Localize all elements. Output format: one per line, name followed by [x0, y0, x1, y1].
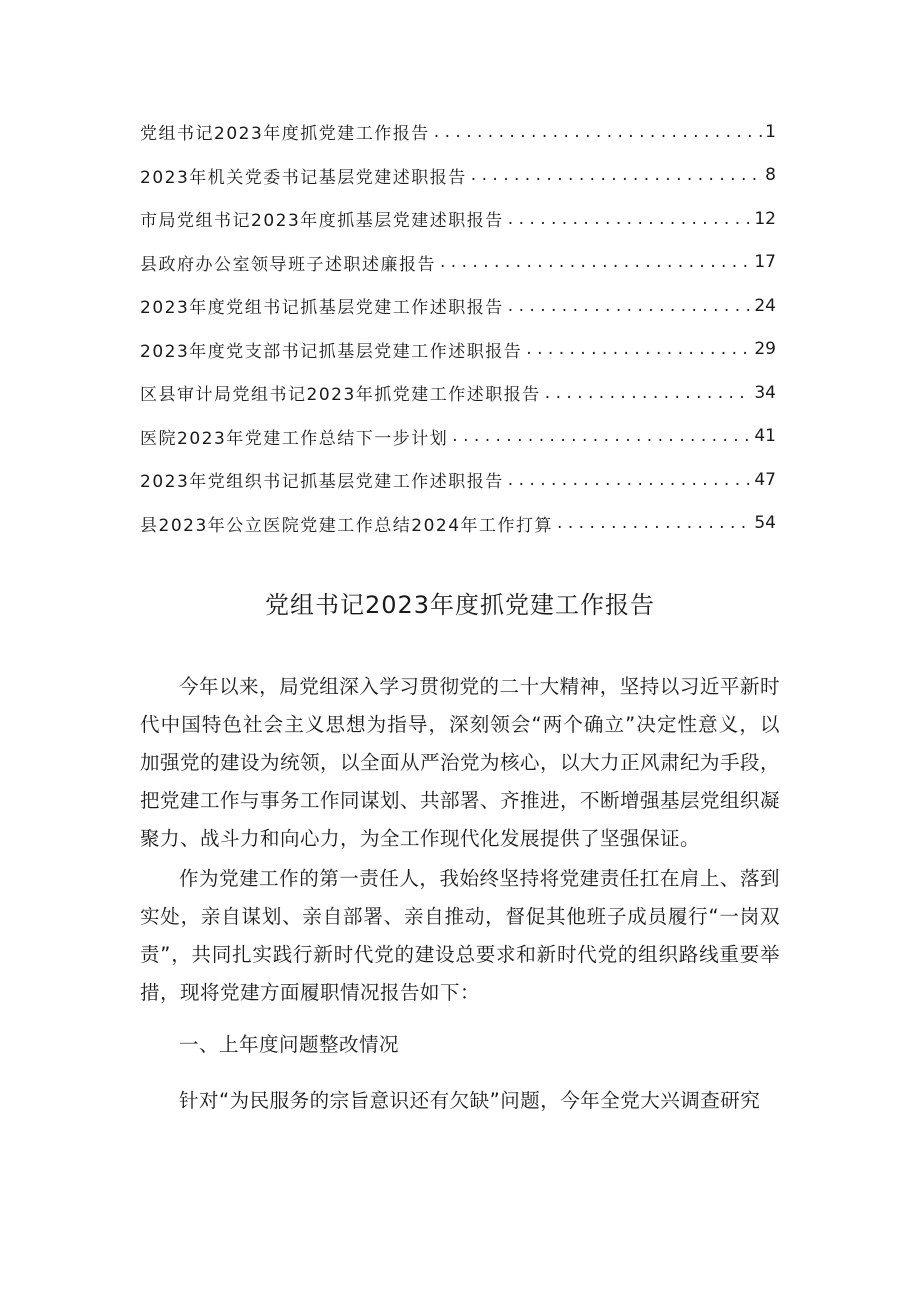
- table-of-contents: [140, 110, 776, 545]
- toc-leader-dots: [434, 122, 763, 142]
- toc-entry-title: 2023年度党组书记抓基层党建工作述职报告: [140, 298, 504, 319]
- toc-entry-page: 8: [765, 165, 776, 186]
- toc-entry-title: 2023年党组织书记抓基层党建工作述职报告: [140, 472, 504, 493]
- toc-entry-page: 17: [754, 252, 776, 273]
- toc-entry-page: 24: [754, 295, 776, 316]
- toc-entry-title: 区县审计局党组书记2023年抓党建工作述职报告: [140, 385, 541, 406]
- toc-entry[interactable]: [140, 197, 776, 241]
- toc-leader-dots: [545, 383, 753, 403]
- toc-entry[interactable]: [140, 502, 776, 546]
- toc-entry-page: 34: [754, 382, 776, 403]
- document-body: [140, 668, 780, 1120]
- toc-leader-dots: [508, 209, 753, 229]
- toc-entry-page: 47: [754, 469, 776, 490]
- body-paragraph: 今年以来，局党组深入学习贯彻党的二十大精神，坚持以习近平新时代中国特色社会主义思想为指导，深刻领会“两个确立”决定性意义，以加强党的建设为统领，以全面从严治党为核心，以大力正风肃纪为手段，把党建工作与事务工作同谋划、共部署、齐推进，不断增强基层党组织凝聚力、战斗力和向心力，为全工作现代化发展提供了坚强保证。: [140, 675, 781, 850]
- toc-entry-title: 县2023年公立医院党建工作总结2024年工作打算: [140, 515, 554, 536]
- toc-leader-dots: [471, 165, 763, 185]
- toc-entry-page: 54: [754, 513, 776, 534]
- toc-entry-title: 市局党组书记2023年度抓基层党建述职报告: [140, 211, 504, 232]
- toc-entry-page: 29: [754, 339, 776, 360]
- toc-entry[interactable]: [140, 241, 776, 285]
- document-title: 党组书记2023年度抓党建工作报告: [264, 591, 656, 619]
- toc-entry-title: 2023年机关党委书记基层党建述职报告: [140, 167, 467, 188]
- toc-entry-title: 县政府办公室领导班子述职述廉报告: [140, 254, 436, 275]
- toc-leader-dots: [452, 426, 752, 446]
- toc-leader-dots: [440, 252, 752, 272]
- toc-entry[interactable]: [140, 110, 776, 154]
- toc-entry-page: 41: [754, 426, 776, 447]
- body-paragraph: 针对“为民服务的宗旨意识还有欠缺”问题，今年全党大兴调查研究: [179, 1089, 761, 1112]
- toc-entry-title: 党组书记2023年度抓党建工作报告: [140, 124, 430, 145]
- toc-leader-dots: [508, 296, 753, 316]
- section-heading: 一、上年度问题整改情况: [179, 1033, 400, 1056]
- toc-entry[interactable]: [140, 415, 776, 459]
- toc-entry-title: 医院2023年党建工作总结下一步计划: [140, 428, 449, 449]
- toc-entry[interactable]: [140, 328, 776, 372]
- toc-leader-dots: [557, 513, 752, 533]
- toc-entry[interactable]: [140, 371, 776, 415]
- toc-entry[interactable]: [140, 284, 776, 328]
- toc-entry[interactable]: [140, 154, 776, 198]
- toc-leader-dots: [526, 339, 752, 359]
- toc-entry[interactable]: [140, 458, 776, 502]
- toc-entry-page: 12: [754, 208, 776, 229]
- toc-leader-dots: [508, 470, 753, 490]
- toc-entry-title: 2023年度党支部书记抓基层党建工作述职报告: [140, 341, 523, 362]
- body-paragraph: 作为党建工作的第一责任人，我始终坚持将党建责任扛在肩上、落到实处，亲自谋划、亲自部署、亲自推动，督促其他班子成员履行“一岗双责”，共同扎实践行新时代党的建设总要求和新时代党的组织路线重要举措，现将党建方面履职情况报告如下：: [140, 867, 780, 1004]
- toc-entry-page: 1: [765, 121, 776, 142]
